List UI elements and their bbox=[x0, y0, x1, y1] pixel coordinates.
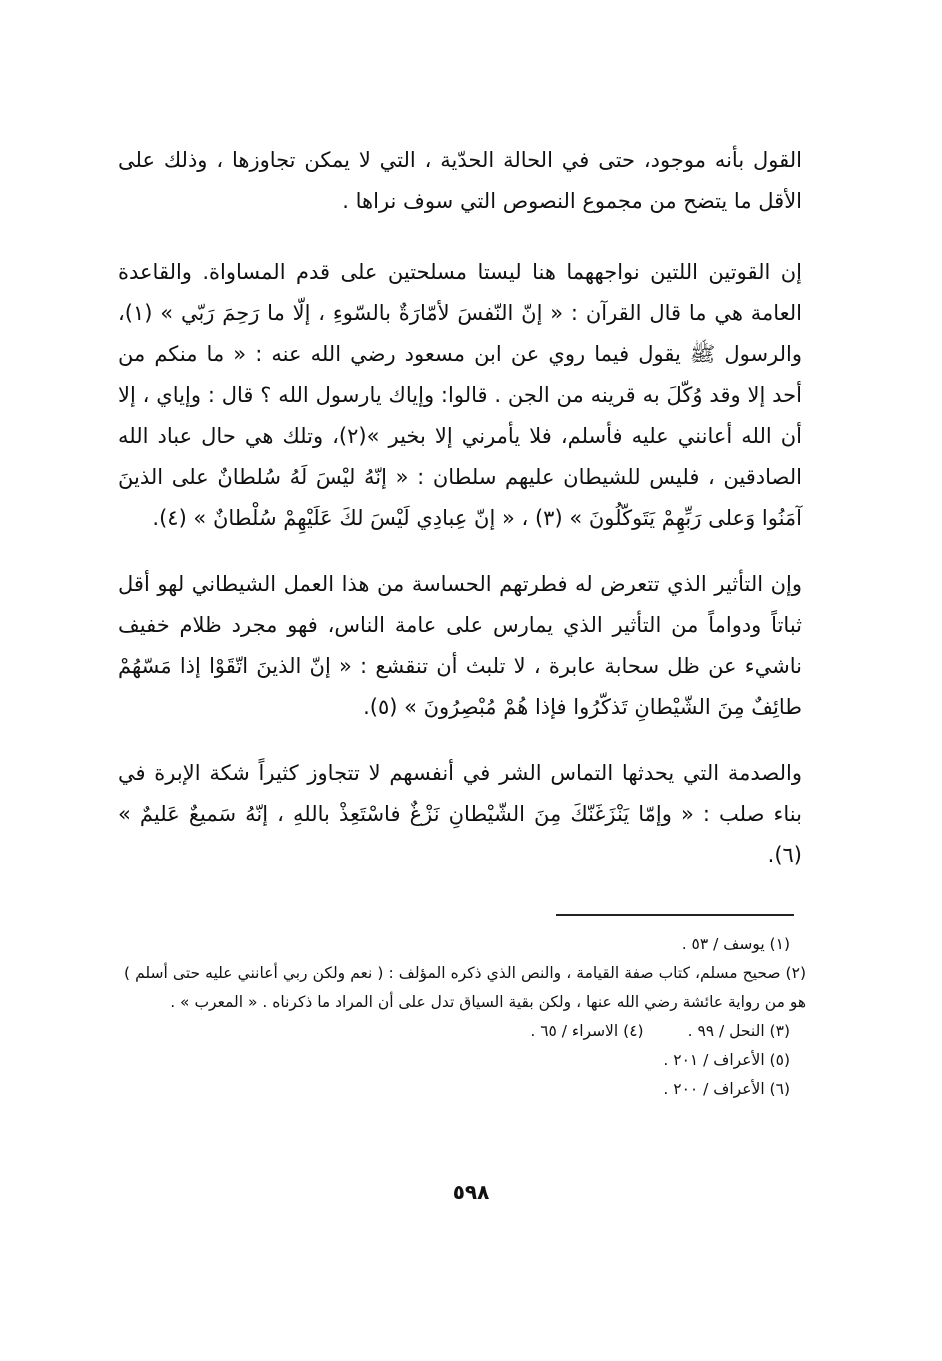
footnote-1: (١) يوسف / ٥٣ . bbox=[681, 935, 790, 953]
footnote-4: (٤) الاسراء / ٦٥ . bbox=[530, 1022, 644, 1040]
footnote-3: (٣) النحل / ٩٩ . bbox=[687, 1022, 790, 1040]
footnote-5: (٥) الأعراف / ٢٠١ . bbox=[663, 1051, 790, 1069]
paragraph-3: وإن التأثير الذي تتعرض له فطرتهم الحساسة من هذا العمل الشيطاني لهو أقل ثباتاً ودواماً من التأثير الذي يمارس على عامة الناس، فهو مجرد ظلام خفيف ناشيء عن ظل سحابة عابرة ، لا تلبث أن تنقشع : « إنّ الذينَ اتّقَوْا إذا مَسّهُمْ طائِفٌ مِنَ الشّيْطانِ تَذكّرُوا فإذا هُمْ مُبْصِرُونَ » (٥). bbox=[118, 572, 802, 719]
footnotes bbox=[124, 930, 806, 1104]
footnote-2: (٢) صحيح مسلم، كتاب صفة القيامة ، والنص الذي ذكره المؤلف : ( نعم ولكن ربي أعانني عليه حتى أسلم ) هو من رواية عائشة رضي الله عنها ، ولكن بقية السياق تدل على أن المراد ما ذكرناه . « المعرب » . bbox=[124, 964, 806, 1011]
footnote-row-3-4 bbox=[124, 1017, 806, 1046]
footnote-divider bbox=[556, 914, 794, 916]
page-number: ٥٩٨ bbox=[452, 1180, 490, 1204]
footnote-6: (٦) الأعراف / ٢٠٠ . bbox=[663, 1080, 790, 1098]
paragraph-4: والصدمة التي يحدثها التماس الشر في أنفسهم لا تتجاوز كثيراً شكة الإبرة في بناء صلب : « وإمّا يَنْزَغَنّكَ مِنَ الشّيْطانِ نَزْغٌ فاسْتَعِذْ باللهِ ، إنّهُ سَميعٌ عَليمٌ » (٦). bbox=[118, 761, 802, 867]
paragraph-1: القول بأنه موجود، حتى في الحالة الحدّية ، التي لا يمكن تجاوزها ، وذلك على الأقل ما يتضح من مجموع النصوص التي سوف نراها . bbox=[118, 148, 802, 213]
main-text bbox=[118, 140, 802, 876]
paragraph-2: إن القوتين اللتين نواجههما هنا ليستا مسلحتين على قدم المساواة. والقاعدة العامة هي ما قال القرآن : « إنّ النّفسَ لأمّارَةٌ بالسّوءِ ، إلّا ما رَحِمَ رَبّي » (١)، والرسول ﷺ يقول فيما روي عن ابن مسعود رضي الله عنه : « ما منكم من أحد إلا وقد وُكّلَ به قرينه من الجن . قالوا: وإياك يارسول الله ؟ قال : وإياي ، إلا أن الله أعانني عليه فأسلم، فلا يأمرني إلا بخير »(٢)، وتلك هي حال عباد الله الصادقين ، فليس للشيطان عليهم سلطان : « إنّهُ ليْسَ لَهُ سُلطانٌ على الذينَ آمَنُوا وَعلى رَبِّهِمْ يَتَوكّلُونَ » (٣) ، « إنّ عِبادِي لَيْسَ لكَ عَلَيْهِمْ سُلْطانٌ » (٤). bbox=[118, 260, 803, 530]
